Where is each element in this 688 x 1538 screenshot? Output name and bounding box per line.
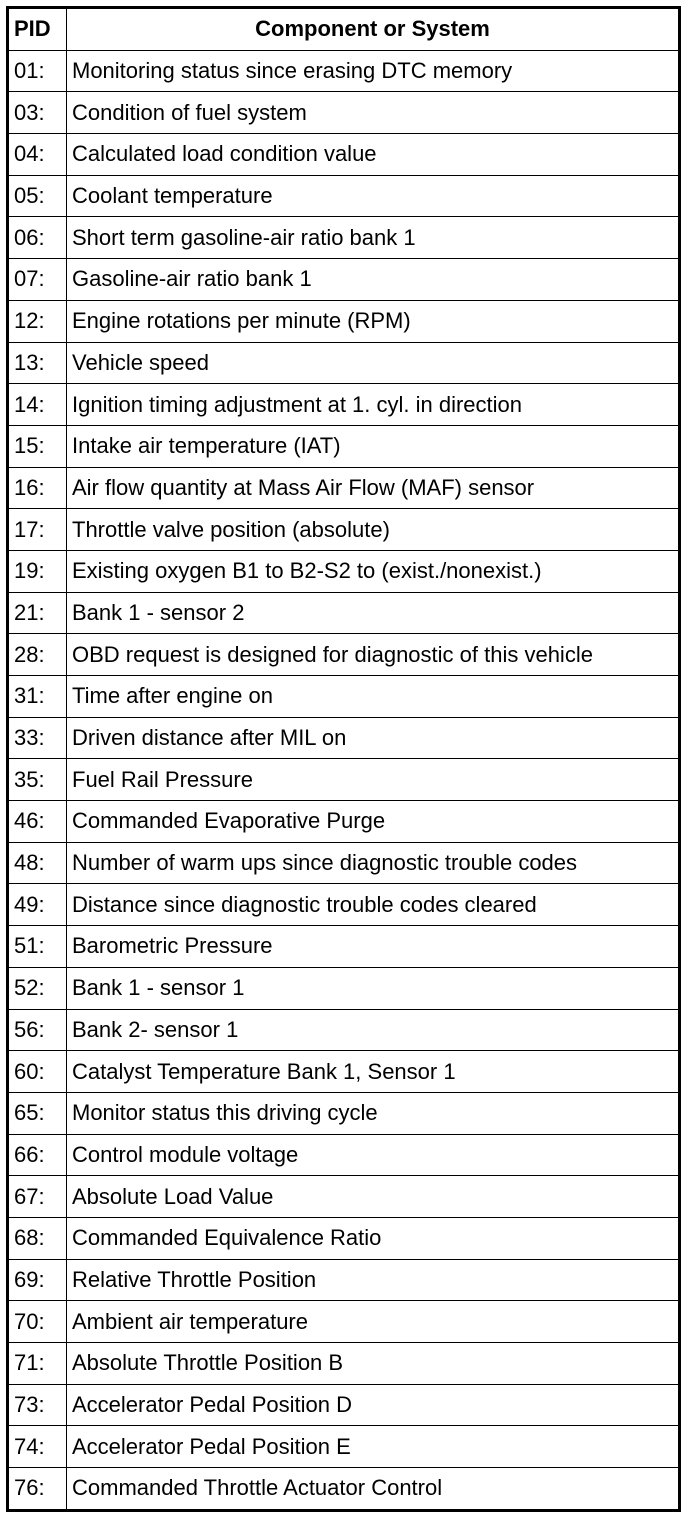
component-cell: Accelerator Pedal Position E — [67, 1426, 680, 1468]
pid-cell: 15: — [8, 425, 67, 467]
table-row — [8, 842, 680, 884]
pid-cell: 33: — [8, 717, 67, 759]
table-row — [8, 342, 680, 384]
table-row — [8, 175, 680, 217]
pid-cell: 69: — [8, 1259, 67, 1301]
pid-cell: 48: — [8, 842, 67, 884]
table-row — [8, 1009, 680, 1051]
component-cell: Relative Throttle Position — [67, 1259, 680, 1301]
pid-cell: 19: — [8, 550, 67, 592]
component-cell: Number of warm ups since diagnostic trouble codes — [67, 842, 680, 884]
table-row — [8, 425, 680, 467]
table-row — [8, 634, 680, 676]
table-row — [8, 1217, 680, 1259]
component-cell: Bank 2- sensor 1 — [67, 1009, 680, 1051]
table-row — [8, 1301, 680, 1343]
component-cell: Fuel Rail Pressure — [67, 759, 680, 801]
pid-cell: 67: — [8, 1176, 67, 1218]
pid-cell: 04: — [8, 134, 67, 176]
pid-cell: 31: — [8, 676, 67, 718]
table-row — [8, 384, 680, 426]
table-row — [8, 1176, 680, 1218]
pid-cell: 66: — [8, 1134, 67, 1176]
component-cell: Time after engine on — [67, 676, 680, 718]
pid-cell: 71: — [8, 1343, 67, 1385]
component-cell: OBD request is designed for diagnostic of this vehicle — [67, 634, 680, 676]
pid-cell: 52: — [8, 967, 67, 1009]
component-cell: Gasoline-air ratio bank 1 — [67, 259, 680, 301]
table-row — [8, 300, 680, 342]
component-cell: Distance since diagnostic trouble codes cleared — [67, 884, 680, 926]
pid-cell: 51: — [8, 926, 67, 968]
table-row — [8, 717, 680, 759]
pid-cell: 65: — [8, 1092, 67, 1134]
component-cell: Barometric Pressure — [67, 926, 680, 968]
pid-cell: 16: — [8, 467, 67, 509]
table-row — [8, 1343, 680, 1385]
pid-cell: 14: — [8, 384, 67, 426]
table-row — [8, 259, 680, 301]
component-cell: Intake air temperature (IAT) — [67, 425, 680, 467]
pid-cell: 05: — [8, 175, 67, 217]
component-cell: Vehicle speed — [67, 342, 680, 384]
table-row — [8, 550, 680, 592]
component-cell: Monitor status this driving cycle — [67, 1092, 680, 1134]
pid-cell: 35: — [8, 759, 67, 801]
pid-cell: 46: — [8, 801, 67, 843]
table-row — [8, 676, 680, 718]
component-cell: Driven distance after MIL on — [67, 717, 680, 759]
pid-cell: 73: — [8, 1384, 67, 1426]
component-cell: Calculated load condition value — [67, 134, 680, 176]
component-cell: Commanded Throttle Actuator Control — [67, 1468, 680, 1511]
table-row — [8, 801, 680, 843]
component-cell: Control module voltage — [67, 1134, 680, 1176]
table-row — [8, 1384, 680, 1426]
component-cell: Ambient air temperature — [67, 1301, 680, 1343]
component-cell: Condition of fuel system — [67, 92, 680, 134]
pid-cell: 21: — [8, 592, 67, 634]
component-cell: Monitoring status since erasing DTC memory — [67, 50, 680, 92]
table-row — [8, 1134, 680, 1176]
pid-cell: 60: — [8, 1051, 67, 1093]
table-row — [8, 92, 680, 134]
table-row — [8, 926, 680, 968]
table-row — [8, 759, 680, 801]
pid-cell: 70: — [8, 1301, 67, 1343]
component-cell: Bank 1 - sensor 1 — [67, 967, 680, 1009]
table-row — [8, 1426, 680, 1468]
table-body — [8, 50, 680, 1510]
component-cell: Ignition timing adjustment at 1. cyl. in direction — [67, 384, 680, 426]
table-row — [8, 1051, 680, 1093]
component-cell: Bank 1 - sensor 2 — [67, 592, 680, 634]
component-cell: Throttle valve position (absolute) — [67, 509, 680, 551]
pid-cell: 49: — [8, 884, 67, 926]
pid-cell: 68: — [8, 1217, 67, 1259]
pid-cell: 28: — [8, 634, 67, 676]
table-row — [8, 592, 680, 634]
table-row — [8, 884, 680, 926]
pid-cell: 01: — [8, 50, 67, 92]
table-row — [8, 1259, 680, 1301]
table-row — [8, 1468, 680, 1511]
table-row — [8, 134, 680, 176]
header-pid: PID — [8, 8, 67, 51]
table-row — [8, 467, 680, 509]
component-cell: Engine rotations per minute (RPM) — [67, 300, 680, 342]
pid-cell: 12: — [8, 300, 67, 342]
table-row — [8, 50, 680, 92]
pid-cell: 03: — [8, 92, 67, 134]
component-cell: Existing oxygen B1 to B2-S2 to (exist./nonexist.) — [67, 550, 680, 592]
table-row — [8, 967, 680, 1009]
pid-cell: 13: — [8, 342, 67, 384]
header-component: Component or System — [67, 8, 680, 51]
component-cell: Absolute Load Value — [67, 1176, 680, 1218]
header-row — [8, 8, 680, 51]
component-cell: Catalyst Temperature Bank 1, Sensor 1 — [67, 1051, 680, 1093]
pid-cell: 06: — [8, 217, 67, 259]
table-row — [8, 1092, 680, 1134]
pid-table — [6, 6, 681, 1512]
pid-cell: 74: — [8, 1426, 67, 1468]
component-cell: Coolant temperature — [67, 175, 680, 217]
table-row — [8, 509, 680, 551]
component-cell: Absolute Throttle Position B — [67, 1343, 680, 1385]
component-cell: Air flow quantity at Mass Air Flow (MAF) sensor — [67, 467, 680, 509]
component-cell: Accelerator Pedal Position D — [67, 1384, 680, 1426]
table-row — [8, 217, 680, 259]
component-cell: Short term gasoline-air ratio bank 1 — [67, 217, 680, 259]
component-cell: Commanded Evaporative Purge — [67, 801, 680, 843]
pid-cell: 56: — [8, 1009, 67, 1051]
pid-cell: 07: — [8, 259, 67, 301]
pid-cell: 76: — [8, 1468, 67, 1511]
component-cell: Commanded Equivalence Ratio — [67, 1217, 680, 1259]
pid-cell: 17: — [8, 509, 67, 551]
